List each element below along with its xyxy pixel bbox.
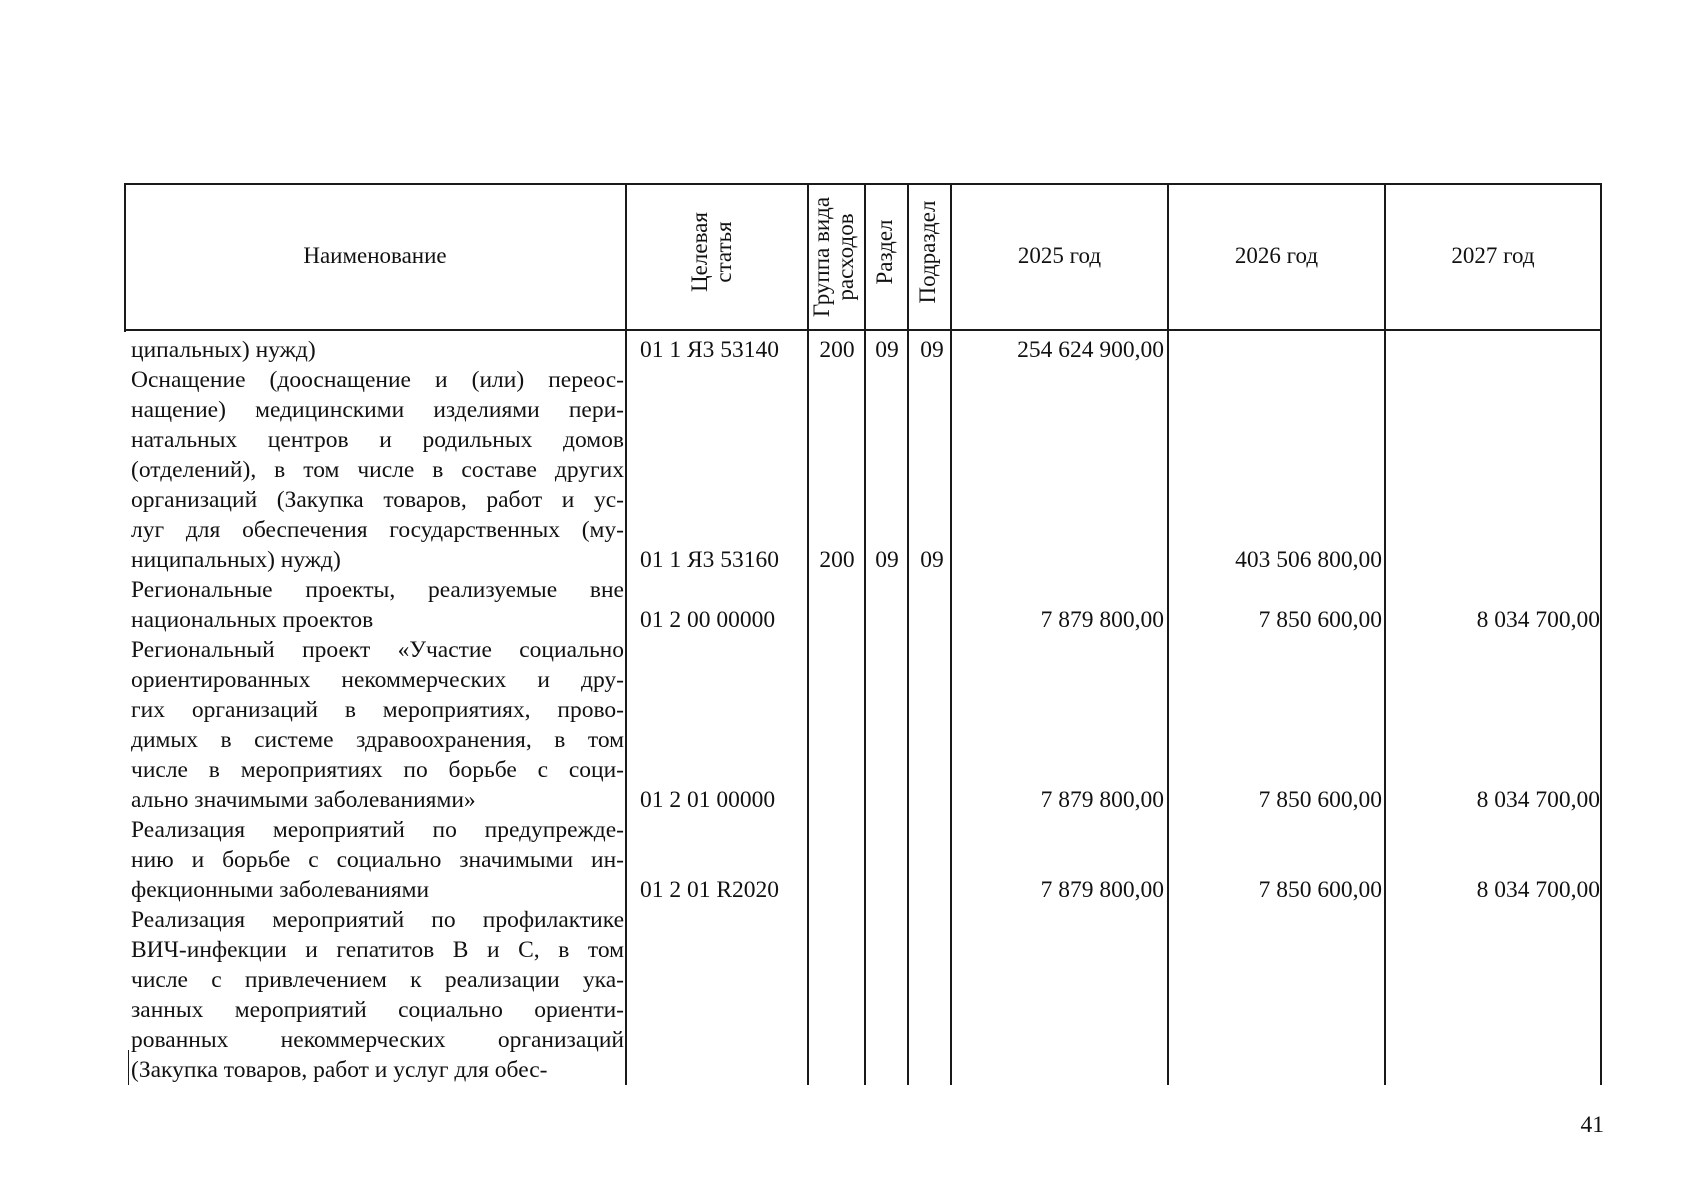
- table-top-border: [124, 183, 1600, 185]
- expense-group-cell: 200: [819, 337, 855, 363]
- header-expense-group: Группа вида расходов: [809, 196, 858, 318]
- row-name-line: димых в системе здравоохранения, в том: [131, 727, 624, 753]
- target-article-cell: 01 2 00 00000: [640, 607, 776, 633]
- header-name: Наименование: [303, 243, 447, 268]
- row-name-line: ципальных) нужд): [131, 337, 316, 363]
- table-right-border: [1600, 183, 1602, 1085]
- header-section: Раздел: [872, 219, 897, 285]
- section-cell: [866, 785, 908, 815]
- amount-2025-cell: [958, 1055, 1164, 1085]
- amount-2027-cell: 8 034 700,00: [1476, 877, 1600, 903]
- row-name-line: (отделений), в том числе в составе других: [131, 457, 624, 483]
- header-target-article: Целевая статья: [687, 212, 736, 292]
- header-subsection: Подраздел: [915, 200, 940, 304]
- row-name-line: гих организаций в мероприятиях, прово-: [131, 697, 624, 723]
- expense-group-cell: [810, 1055, 864, 1085]
- section-cell: [866, 1055, 908, 1085]
- target-article-cell: [640, 1055, 800, 1085]
- row-name-line: Реализация мероприятий по профилактике: [131, 907, 624, 933]
- header-year-2026: 2026 год: [1234, 243, 1319, 268]
- column-divider: [1384, 183, 1386, 1085]
- row-name-line: занных мероприятий социально ориенти-: [131, 997, 624, 1023]
- amount-2025-cell: 7 879 800,00: [1040, 607, 1164, 633]
- subsection-cell: 09: [920, 337, 944, 363]
- amount-2025-cell: 254 624 900,00: [1017, 337, 1164, 363]
- subsection-cell: 09: [920, 547, 944, 573]
- row-name-line: фекционными заболеваниями: [131, 877, 430, 903]
- amount-2027-cell: 8 034 700,00: [1476, 787, 1600, 813]
- column-divider: [1167, 183, 1169, 1085]
- header-bottom-border: [124, 329, 1600, 331]
- expense-group-cell: [810, 605, 864, 635]
- subsection-cell: [910, 1055, 954, 1085]
- column-divider: [807, 183, 809, 1085]
- amount-2025-cell: 7 879 800,00: [1040, 787, 1164, 813]
- section-cell: [866, 605, 908, 635]
- row-name-line: ниципальных) нужд): [131, 547, 341, 573]
- amount-2026-cell: [1176, 335, 1382, 365]
- row-name-line: ально значимыми заболеваниями»: [131, 787, 476, 813]
- row-name-line: Региональные проекты, реализуемые вне: [131, 577, 624, 603]
- amount-2027-cell: [1394, 545, 1600, 575]
- page-number: 41: [1580, 1112, 1604, 1138]
- row-name-line: рованных некоммерческих организаций: [131, 1027, 624, 1053]
- expense-group-cell: [810, 875, 864, 905]
- body-left-border: [128, 1050, 129, 1085]
- amount-2025-cell: [958, 545, 1164, 575]
- row-name-line: нащение) медицинскими изделиями пери-: [131, 397, 624, 423]
- amount-2026-cell: 403 506 800,00: [1235, 547, 1382, 573]
- subsection-cell: [910, 605, 954, 635]
- target-article-cell: 01 2 01 R2020: [640, 877, 780, 903]
- section-cell: 09: [875, 337, 899, 363]
- amount-2025-cell: 7 879 800,00: [1040, 877, 1164, 903]
- column-divider: [625, 183, 627, 1085]
- expense-group-cell: 200: [819, 547, 855, 573]
- subsection-cell: [910, 785, 954, 815]
- row-name-line: Реализация мероприятий по предупрежде-: [131, 817, 624, 843]
- header-year-2027: 2027 год: [1451, 243, 1535, 268]
- row-name-line: натальных центров и родильных домов: [131, 427, 624, 453]
- subsection-cell: [910, 875, 954, 905]
- amount-2026-cell: 7 850 600,00: [1258, 607, 1382, 633]
- target-article-cell: 01 1 Я3 53160: [640, 547, 780, 573]
- target-article-cell: 01 2 01 00000: [640, 787, 776, 813]
- row-name-line: числе в мероприятиях по борьбе с соци-: [131, 757, 624, 783]
- amount-2026-cell: [1176, 1055, 1382, 1085]
- row-name-line: Оснащение (дооснащение и (или) переос-: [131, 367, 624, 393]
- expense-group-cell: [810, 785, 864, 815]
- row-name-line: организаций (Закупка товаров, работ и ус-: [131, 487, 624, 513]
- section-cell: 09: [875, 547, 899, 573]
- row-name-line: ориентированных некоммерческих и дру-: [131, 667, 624, 693]
- amount-2027-cell: 8 034 700,00: [1476, 607, 1600, 633]
- row-name-line: нию и борьбе с социально значимыми ин-: [131, 847, 624, 873]
- row-name-line: луг для обеспечения государственных (му-: [131, 517, 624, 543]
- amount-2026-cell: 7 850 600,00: [1258, 787, 1382, 813]
- row-name-line: национальных проектов: [131, 607, 374, 633]
- amount-2026-cell: 7 850 600,00: [1258, 877, 1382, 903]
- header-year-2025: 2025 год: [1017, 243, 1102, 268]
- row-name-line: ВИЧ-инфекции и гепатитов В и С, в том: [131, 937, 624, 963]
- row-name-line: (Закупка товаров, работ и услуг для обес-: [131, 1057, 548, 1083]
- row-name-line: числе с привлечением к реализации ука-: [131, 967, 624, 993]
- target-article-cell: 01 1 Я3 53140: [640, 337, 780, 363]
- section-cell: [866, 875, 908, 905]
- amount-2027-cell: [1394, 1055, 1600, 1085]
- row-name-line: Региональный проект «Участие социально: [131, 637, 624, 663]
- amount-2027-cell: [1394, 335, 1600, 365]
